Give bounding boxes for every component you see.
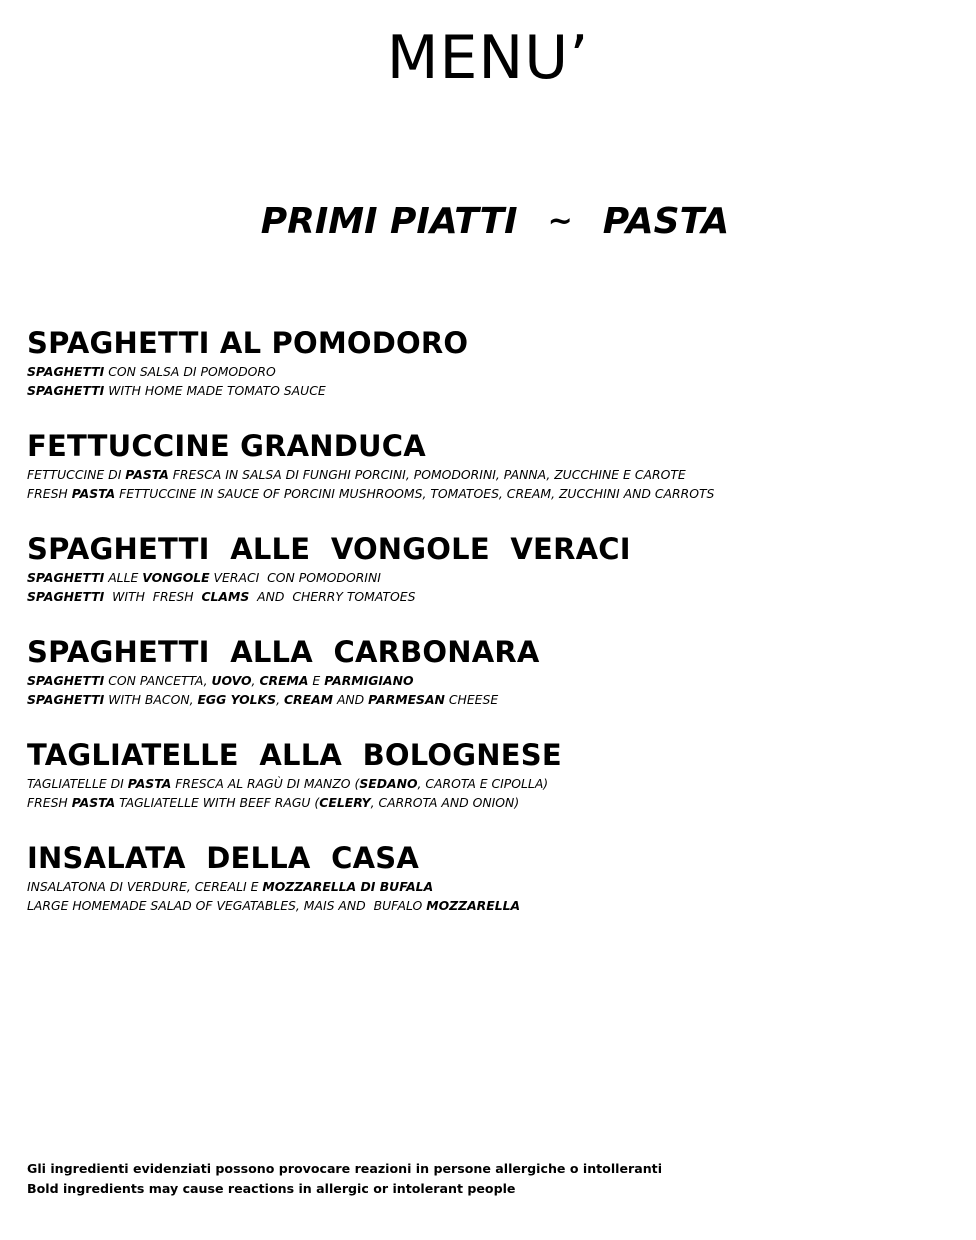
dish-item <box>27 530 957 633</box>
allergen-ingredient: SPAGHETTI <box>27 589 105 604</box>
dish-description-italian <box>27 774 957 793</box>
allergen-note-italian: Gli ingredienti evidenziati possono provocare reazioni in persone allergiche o intolleranti <box>27 1161 663 1176</box>
description-text: FETTUCCINE IN SAUCE OF PORCINI MUSHROOMS, TOMATOES, CREAM, ZUCCHINI AND CARROTS <box>115 486 715 501</box>
dish-description-italian <box>27 465 957 484</box>
description-text: FRESCA IN SALSA DI FUNGHI PORCINI, POMODORINI, PANNA, ZUCCHINE E CAROTE <box>168 467 686 482</box>
description-text: ALLE <box>104 570 143 585</box>
description-text: , <box>276 692 284 707</box>
allergen-ingredient: SPAGHETTI <box>27 570 105 585</box>
dish-item <box>27 324 957 427</box>
section-heading-right: PASTA <box>602 201 730 242</box>
description-text: FRESCA AL RAGÙ DI MANZO ( <box>171 776 360 791</box>
description-text: , <box>251 673 260 688</box>
dish-description-italian <box>27 362 957 381</box>
dish-description-italian <box>27 877 957 896</box>
dish-name: SPAGHETTI AL POMODORO <box>27 326 469 360</box>
dish-description-italian <box>27 568 957 587</box>
description-text: WITH HOME MADE TOMATO SAUCE <box>104 383 326 398</box>
dish-item <box>27 839 957 942</box>
description-text: E <box>308 673 325 688</box>
allergen-ingredient: EGG YOLKS <box>197 692 277 707</box>
description-text: CON SALSA DI POMODORO <box>104 364 276 379</box>
allergen-ingredient: PASTA <box>127 776 172 791</box>
dish-description-english <box>27 896 957 915</box>
allergen-ingredient: MOZZARELLA DI BUFALA <box>262 879 434 894</box>
allergen-note <box>27 1159 927 1199</box>
dish-name: TAGLIATELLE ALLA BOLOGNESE <box>27 738 562 772</box>
allergen-ingredient: CELERY <box>319 795 371 810</box>
description-text: , CAROTA E CIPOLLA) <box>417 776 549 791</box>
dish-list <box>27 324 957 942</box>
dish-name: SPAGHETTI ALLA CARBONARA <box>27 635 540 669</box>
allergen-ingredient: PARMIGIANO <box>324 673 414 688</box>
dish-description-english <box>27 793 957 812</box>
dish-description-english <box>27 587 957 606</box>
allergen-ingredient: SPAGHETTI <box>27 383 105 398</box>
allergen-ingredient: CREAM <box>283 692 333 707</box>
allergen-ingredient: PASTA <box>71 486 116 501</box>
allergen-ingredient: VONGOLE <box>142 570 210 585</box>
description-text: AND CHERRY TOMATOES <box>249 589 416 604</box>
allergen-ingredient: MOZZARELLA <box>426 898 521 913</box>
dish-name: INSALATA DELLA CASA <box>27 841 419 875</box>
allergen-ingredient: SPAGHETTI <box>27 673 105 688</box>
dish-name: FETTUCCINE GRANDUCA <box>27 429 426 463</box>
dish-name: SPAGHETTI ALLE VONGOLE VERACI <box>27 532 631 566</box>
description-text: TAGLIATELLE DI <box>27 776 128 791</box>
allergen-ingredient: CLAMS <box>201 589 250 604</box>
description-text: CHEESE <box>444 692 499 707</box>
description-text: FRESH <box>27 486 72 501</box>
description-text: , CARROTA AND ONION) <box>370 795 520 810</box>
section-separator: ~ <box>547 204 573 239</box>
allergen-ingredient: PARMESAN <box>368 692 445 707</box>
description-text: AND <box>333 692 369 707</box>
description-text: WITH BACON, <box>104 692 198 707</box>
section-heading-left: PRIMI PIATTI <box>260 201 518 242</box>
description-text: FRESH <box>27 795 72 810</box>
dish-item <box>27 427 957 530</box>
description-text: LARGE HOMEMADE SALAD OF VEGATABLES, MAIS AND BUFALO <box>27 898 427 913</box>
dish-description-italian <box>27 671 957 690</box>
dish-description-english <box>27 484 957 503</box>
description-text: INSALATONA DI VERDURE, CEREALI E <box>27 879 263 894</box>
allergen-ingredient: SPAGHETTI <box>27 692 105 707</box>
allergen-ingredient: UOVO <box>211 673 252 688</box>
dish-description-english <box>27 381 957 400</box>
dish-description-english <box>27 690 957 709</box>
allergen-ingredient: SPAGHETTI <box>27 364 105 379</box>
description-text: FETTUCCINE DI <box>27 467 126 482</box>
description-text: WITH FRESH <box>104 589 202 604</box>
description-text: CON PANCETTA, <box>104 673 212 688</box>
allergen-ingredient: SEDANO <box>359 776 418 791</box>
dish-item <box>27 633 957 736</box>
allergen-ingredient: PASTA <box>125 467 169 482</box>
allergen-note-english: Bold ingredients may cause reactions in allergic or intolerant people <box>27 1181 516 1196</box>
dish-item <box>27 736 957 839</box>
description-text: VERACI CON POMODORINI <box>209 570 381 585</box>
allergen-ingredient: CREMA <box>259 673 309 688</box>
page-title: MENU’ <box>386 23 590 93</box>
allergen-ingredient: PASTA <box>71 795 116 810</box>
description-text: TAGLIATELLE WITH BEEF RAGU ( <box>115 795 320 810</box>
section-heading <box>0 200 976 244</box>
